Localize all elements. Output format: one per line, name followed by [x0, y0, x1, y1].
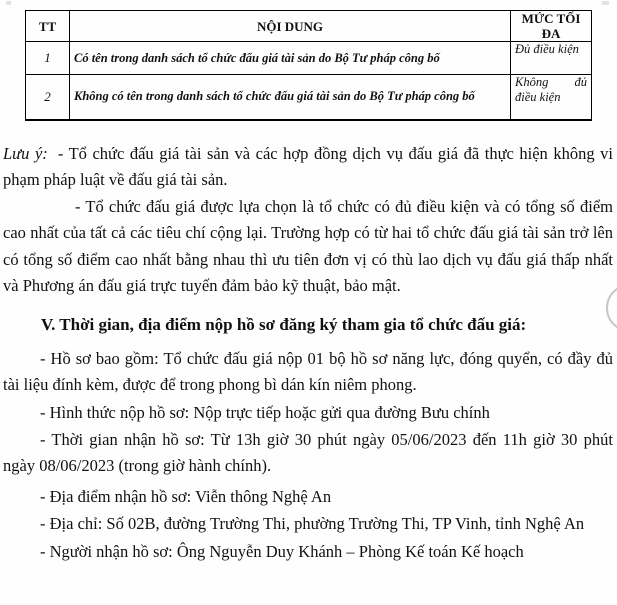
document-body	[3, 141, 613, 565]
page-edge-artifact-right	[602, 1, 609, 5]
criteria-table	[25, 10, 592, 121]
list-item-dossier: - Hồ sơ bao gồm: Tổ chức đấu giá nộp 01 bộ hồ sơ năng lực, đóng quyển, có đầy đủ tài liệu đính kèm, được để trong phong bì dán kín niêm phong.	[3, 348, 613, 395]
row1-number: 1	[26, 42, 70, 75]
row2-number: 2	[26, 75, 70, 120]
note-paragraph-1	[3, 141, 613, 194]
header-muc-toi-da: MỨC TỐI ĐA	[511, 11, 592, 42]
header-noi-dung: NỘI DUNG	[70, 11, 511, 42]
table-row	[26, 42, 592, 75]
row2-content: Không có tên trong danh sách tổ chức đấu giá tài sản do Bộ Tư pháp công bố	[70, 75, 511, 120]
list-item-recipient: - Người nhận hồ sơ: Ông Nguyễn Duy Khánh – Phòng Kế toán Kế hoạch	[40, 541, 524, 561]
table-header-row	[26, 11, 592, 42]
list-item-submission-method: - Hình thức nộp hồ sơ: Nộp trực tiếp hoặc gửi qua đường Bưu chính	[40, 402, 490, 422]
note-label: Lưu ý:	[3, 144, 48, 163]
section-v-heading: V. Thời gian, địa điểm nộp hồ sơ đăng ký tham gia tổ chức đấu giá:	[41, 315, 527, 335]
table-row	[26, 75, 592, 120]
note-text-1: - Tổ chức đấu giá tài sản và các hợp đồng dịch vụ đấu giá đã thực hiện không vi phạm pháp luật về đấu giá tài sản.	[3, 144, 613, 190]
page-edge-artifact-left	[6, 1, 11, 5]
row1-content: Có tên trong danh sách tổ chức đấu giá tài sản do Bộ Tư pháp công bố	[70, 42, 511, 75]
header-tt: TT	[26, 11, 70, 42]
list-item-reception-place: - Địa điểm nhận hồ sơ: Viễn thông Nghệ An	[40, 486, 332, 506]
list-item-reception-time: - Thời gian nhận hồ sơ: Từ 13h giờ 30 phút ngày 05/06/2023 đến 11h giờ 30 phút ngày 08/06/2023 (trong giờ hành chính).	[3, 430, 613, 476]
row2-result: Không đủ điều kiện	[511, 75, 592, 120]
note-paragraph-2: - Tổ chức đấu giá được lựa chọn là tổ chức có đủ điều kiện và có tổng số điểm cao nhất của tất cả các tiêu chí cộng lại. Trường hợp có từ hai tổ chức đấu giá tài sản trở lên có tổng số điểm cao nhất bằng nhau thì ưu tiên đơn vị có thù lao dịch vụ đấu giá thấp nhất và Phương án đấu giá trực tuyến đảm bảo kỹ thuật, bảo mật.	[3, 196, 613, 296]
row1-result: Đủ điều kiện	[511, 42, 592, 75]
list-item-address: - Địa chỉ: Số 02B, đường Trường Thi, phường Trường Thi, TP Vinh, tỉnh Nghệ An	[40, 514, 585, 534]
